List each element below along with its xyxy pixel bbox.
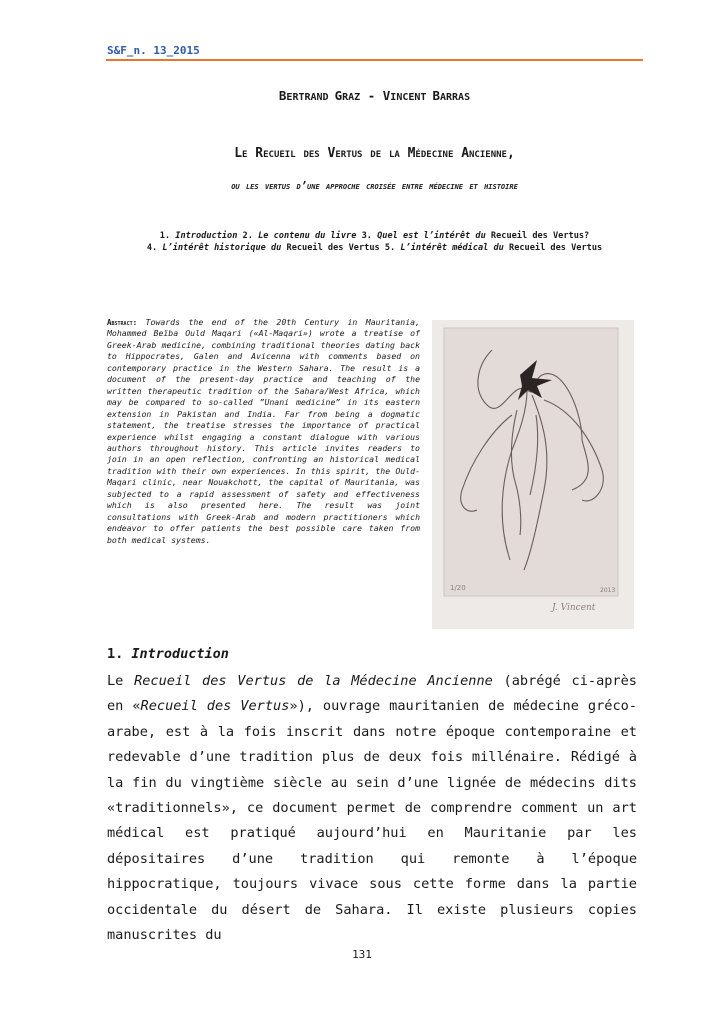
toc-num-1: 1. xyxy=(159,231,176,241)
toc-num-4: 4. xyxy=(146,243,163,253)
section-number: 1. xyxy=(107,646,132,662)
etching-drawing xyxy=(432,320,634,629)
section-title: Introduction xyxy=(131,646,229,662)
article-subtitle-text: ou les vertus d’une approche croisée entre médecine et histoire xyxy=(231,180,518,192)
toc-item-3a: Quel est l’intérêt du xyxy=(377,231,491,241)
toc-item-4a: L’intérêt historique du xyxy=(162,243,287,253)
toc-item-1: Introduction xyxy=(175,231,238,241)
header-rule xyxy=(106,59,643,61)
author2-last-initial: B xyxy=(432,88,440,103)
article-title xyxy=(106,146,643,161)
body-span-1: Le xyxy=(107,673,135,689)
article-title-text: Le Recueil des Vertus de la Médecine Ancienne, xyxy=(234,146,515,161)
author2-last-rest: ARRAS xyxy=(439,92,471,103)
etching-signature: J. Vincent xyxy=(552,603,596,613)
author1-last-rest: RAZ xyxy=(342,92,361,103)
table-of-contents xyxy=(106,230,643,254)
author1-initial: B xyxy=(278,88,287,103)
toc-item-5b: Recueil des Vertus xyxy=(509,243,603,253)
page-number: 131 xyxy=(352,948,372,961)
body-text xyxy=(107,669,637,948)
section-heading xyxy=(107,646,229,662)
body-italic-2: Recueil des Vertus xyxy=(140,698,290,715)
toc-item-3b: Recueil des Vertus? xyxy=(490,231,590,241)
toc-line-1 xyxy=(106,230,643,242)
authors-separator: - xyxy=(360,88,383,103)
etching-year: 2013 xyxy=(600,587,616,594)
toc-line-2 xyxy=(106,242,643,254)
abstract-label: Abstract: xyxy=(107,318,138,327)
abstract xyxy=(107,317,420,546)
etching-edition: 1/20 xyxy=(450,584,466,592)
author1-last-initial: G xyxy=(334,88,343,103)
etching-figure xyxy=(432,320,634,629)
body-span-3: »), ouvrage mauritanien de médecine gréco-arabe, est à la fois inscrit dans notre époque contemporaine et redevable d’une tradition plus de deux fois millénaire. Rédigé à la fin du vingtième siècle au sein d’une lignée de médecins dits «traditionnels», ce document permet de comprendre comment un art médical est pratiqué aujourd’hui en Mauritanie par les dépositaires d’une tradition qui remonte à l’époque hippocratique, toujours vivace sous cette forme dans la partie occidentale du désert de Sahara. Il existe plusieurs copies manuscrites du xyxy=(107,698,637,944)
body-span-2: (abrégé ci-après en « xyxy=(107,673,637,715)
abstract-text: Towards the end of the 20th Century in Mauritania, Mohammed Beïba Ould Maqari («Al-Maqari») wrote a treatise of Greek-Arab medicine, combining traditional theories dating back to Hippocrates, Galen and Avicenna with comments based on contemporary practice in the Western Sahara. The result is a document of the present-day practice and teaching of the written therapeutic tradition of the Sahara/West Africa, which may be compared to so-called ”Unani medicine” in its eastern extension in Pakistan and India. Far from being a dogmatic statement, the treatise stresses the importance of practical experience whilst engaging a constant dialogue with various authors throughout history. This article invites readers to join in an open reflection, confronting an historical medical tradition with their own experiences. In this spirit, the Ould-Maqari clinic, near Nouakchott, the capital of Mauritania, was subjected to a rapid assessment of safety and effectiveness which is also presented here. The result was joint consultations with Greek-Arab and modern practitioners which endeavor to offer patients the best possible care taken from both medical systems. xyxy=(107,317,420,545)
author2-first-rest: INCENT xyxy=(390,92,433,103)
toc-item-5a: L’intérêt médical du xyxy=(400,243,510,253)
authors-line xyxy=(106,88,643,103)
toc-item-4b: Recueil des Vertus xyxy=(286,243,380,253)
body-paragraph xyxy=(107,669,637,948)
author1-first-rest: ERTRAND xyxy=(286,92,335,103)
toc-num-2: 2. xyxy=(237,231,259,241)
article-subtitle xyxy=(106,180,643,192)
journal-header: S&F_n. 13_2015 xyxy=(107,44,200,57)
toc-item-2: Le contenu du livre xyxy=(258,231,357,241)
body-italic-1: Recueil des Vertus de la Médecine Ancienne xyxy=(134,673,493,689)
toc-num-5: 5. xyxy=(379,243,401,253)
toc-num-3: 3. xyxy=(356,231,378,241)
author2-initial: V xyxy=(382,88,391,103)
